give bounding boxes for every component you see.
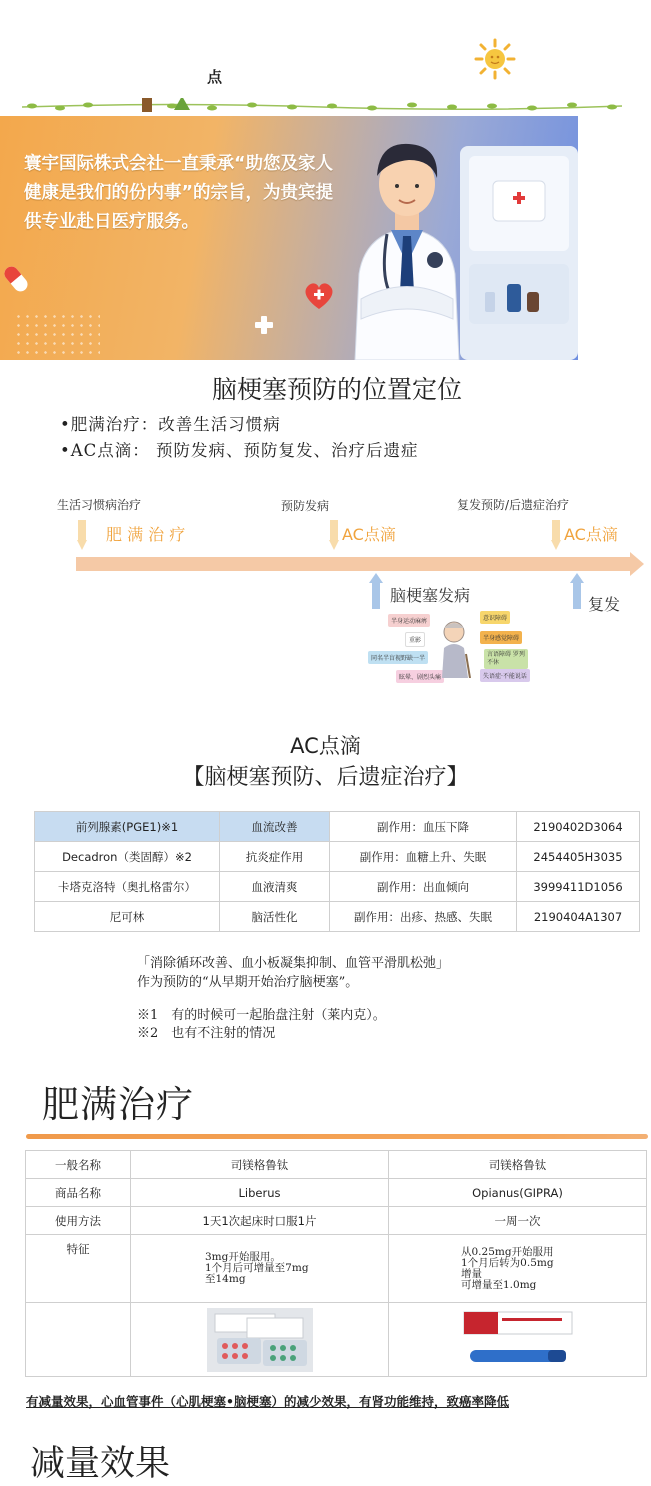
- positioning-title: 脑梗塞预防的位置定位: [212, 375, 463, 404]
- stage-prevention: 预防发病: [281, 499, 330, 513]
- table-row: [35, 812, 640, 842]
- leaf-vine-divider: [22, 98, 622, 114]
- header-dot-char: 点: [207, 68, 223, 86]
- row-label: 商品名称: [26, 1179, 131, 1207]
- drug-effect: 血液清爽: [220, 872, 330, 902]
- ac-footnote-1: ※1 有的时候可一起胎盘注射（莱内克）。: [137, 1008, 386, 1023]
- arrow-down-icon: [77, 520, 87, 550]
- symptom-tag: 失语症·不能说话: [480, 669, 530, 682]
- cell-generic-1: 司镁格鲁钛: [131, 1151, 389, 1179]
- cell-brand-1: Liberus: [131, 1179, 389, 1207]
- pill-blister-pack-image: [207, 1308, 313, 1372]
- table-row: [35, 872, 640, 902]
- drug-name: 尼可林: [35, 902, 220, 932]
- feature-line: 3mg开始服用。: [205, 1251, 281, 1263]
- injection-pen-image: [462, 1308, 574, 1372]
- cell-feature-2: [389, 1235, 647, 1303]
- symptom-tag: 意识障碍: [480, 611, 510, 624]
- arrow-up-icon: [369, 573, 383, 609]
- event-onset: 脑梗塞发病: [390, 586, 471, 605]
- ac-note-2: 作为预防的“从早期开始治疗脑梗塞”。: [137, 975, 359, 990]
- ac-drug-table: [34, 811, 640, 932]
- drug-code: 2454405H3035: [517, 842, 640, 872]
- event-recurrence: 复发: [588, 595, 621, 614]
- symptom-tag: 半身运动麻痹: [388, 614, 430, 627]
- reduction-title: 减量效果: [30, 1444, 171, 1484]
- drug-side-effect: 副作用：出血倾向: [330, 872, 517, 902]
- cell-brand-2: Opianus(GIPRA): [389, 1179, 647, 1207]
- table-row: [35, 842, 640, 872]
- title-underline: [26, 1134, 648, 1139]
- drug-name: 卡塔克洛特（奥扎格雷尔）: [35, 872, 220, 902]
- cross-icon: [255, 316, 273, 334]
- table-row: [26, 1179, 647, 1207]
- heart-cross-icon: [303, 281, 335, 311]
- table-row: [26, 1303, 647, 1377]
- feature-line: 1个月后转为0.5mg: [461, 1256, 554, 1269]
- ac-footnote-2: ※2 也有不注射的情况: [137, 1026, 276, 1041]
- bullet-ac: •AC点滴： 预防发病、预防复发、治疗后遗症: [60, 441, 419, 460]
- table-row: [35, 902, 640, 932]
- symptom-tag: 重影: [405, 632, 425, 647]
- obesity-title: 肥满治疗: [42, 1083, 194, 1126]
- pill-icon: [2, 263, 30, 295]
- cell-generic-2: 司镁格鲁钛: [389, 1151, 647, 1179]
- cell-feature-1: [131, 1235, 389, 1303]
- drug-effect: 抗炎症作用: [220, 842, 330, 872]
- drug-code: 3999411D1056: [517, 872, 640, 902]
- cell-image-1: [131, 1303, 389, 1377]
- treatment-ac-1: AC点滴: [342, 525, 396, 544]
- arrow-down-icon: [551, 520, 561, 550]
- drug-code: 2190402D3064: [517, 812, 640, 842]
- treatment-obesity: 肥 满 治 疗: [106, 525, 186, 544]
- drug-effect: 脑活性化: [220, 902, 330, 932]
- feature-line: 增量: [461, 1267, 482, 1280]
- row-label: 特征: [26, 1235, 131, 1303]
- arrow-down-icon: [329, 520, 339, 550]
- feature-line: 从0.25mg开始服用: [461, 1245, 554, 1258]
- symptom-tag: 半身感觉障碍: [480, 631, 522, 644]
- image-row-label: [26, 1303, 131, 1377]
- obesity-drug-table: [25, 1150, 647, 1377]
- banner-text: 寰宇国际株式会社一直秉承“助您及家人健康是我们的份内事”的宗旨，为贵宾提供专业赴日医疗服务。: [24, 154, 334, 232]
- drug-side-effect: 副作用：血糖上升、失眠: [330, 842, 517, 872]
- stage-recurrence: 复发预防/后遗症治疗: [457, 498, 570, 512]
- treatment-ac-2: AC点滴: [564, 525, 618, 544]
- doctor-illustration: [335, 124, 480, 360]
- drug-side-effect: 副作用：出疹、热感、失眠: [330, 902, 517, 932]
- stage-lifestyle: 生活习惯病治疗: [57, 498, 142, 512]
- feature-line: 可增量至1.0mg: [461, 1278, 537, 1291]
- ac-subtitle: 【脑梗塞预防、后遗症治疗】: [182, 765, 469, 790]
- arrow-up-icon: [570, 573, 584, 609]
- symptom-tag: 同名半盲视野缺一半: [368, 651, 428, 664]
- obesity-summary: 有减量效果，心血管事件（心肌梗塞•脑梗塞）的减少效果，有肾功能维持，致癌率降低: [26, 1394, 509, 1409]
- ac-title: AC点滴: [290, 734, 361, 758]
- dot-pattern: [14, 312, 100, 356]
- ac-note-1: 「消除循环改善、血小板凝集抑制、血管平滑肌松弛」: [137, 956, 450, 971]
- timeline-bar: [76, 557, 634, 571]
- drug-name: 前列腺素(PGE1)※1: [35, 812, 220, 842]
- symptom-tag: 眩晕、剧烈头痛: [396, 670, 444, 683]
- table-row: [26, 1207, 647, 1235]
- drug-name: Decadron（类固醇）※2: [35, 842, 220, 872]
- row-label: 使用方法: [26, 1207, 131, 1235]
- drug-side-effect: 副作用：血压下降: [330, 812, 517, 842]
- patient-illustration: [436, 618, 474, 678]
- cell-usage-1: 1天1次起床时口服1片: [131, 1207, 389, 1235]
- table-row: [26, 1151, 647, 1179]
- feature-line: 1个月后可增量至7mg: [205, 1262, 309, 1274]
- drug-code: 2190404A1307: [517, 902, 640, 932]
- sun-icon: [474, 38, 516, 80]
- table-row: [26, 1235, 647, 1303]
- row-label: 一般名称: [26, 1151, 131, 1179]
- bullet-obesity: •肥满治疗：改善生活习惯病: [60, 415, 281, 434]
- drug-effect: 血流改善: [220, 812, 330, 842]
- cell-usage-2: 一周一次: [389, 1207, 647, 1235]
- cell-image-2: [389, 1303, 647, 1377]
- feature-line: 至14mg: [205, 1273, 246, 1285]
- symptom-tag: 言语障碍 罗列不休: [484, 649, 528, 669]
- timeline-arrowhead: [630, 552, 644, 576]
